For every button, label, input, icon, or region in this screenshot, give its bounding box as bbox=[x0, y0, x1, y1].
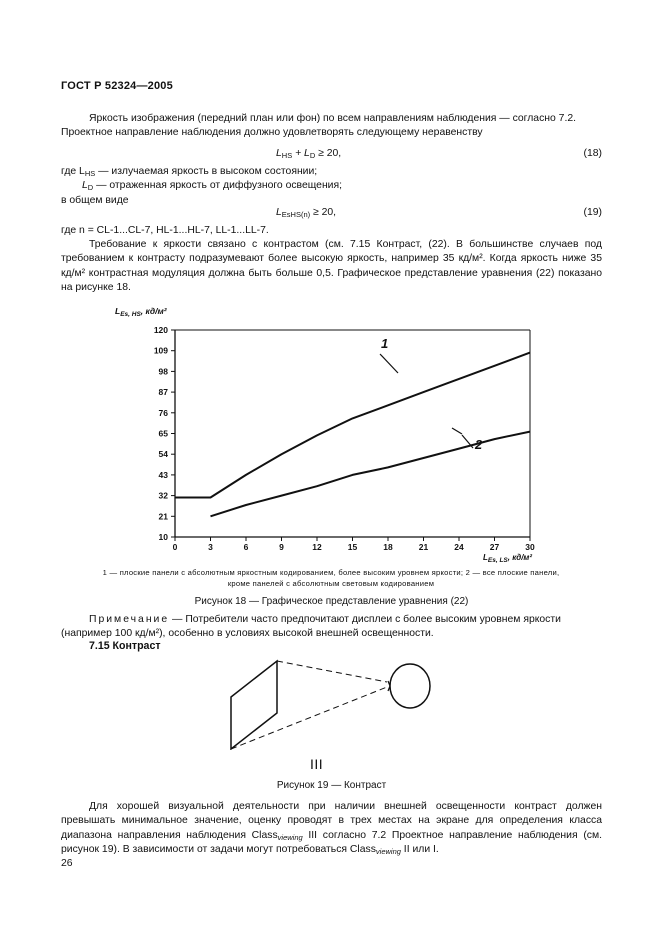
x-tick-label: 24 bbox=[454, 542, 464, 552]
note bbox=[61, 613, 602, 642]
definition-ld: $L_D$ — отраженная яркость от диффузного освещения; bbox=[82, 180, 343, 193]
y-tick-label: 32 bbox=[158, 490, 168, 501]
definition-n: где n = CL-1...CL-7, HL-1...HL-7, LL-1...LL-7. bbox=[61, 225, 269, 236]
figure-19-label: III bbox=[310, 756, 324, 772]
x-tick-label: 21 bbox=[418, 542, 429, 552]
equation-formula: $L_{HS} + L_D \ge 20$, bbox=[276, 148, 342, 160]
section-title: 7.15 Контраст bbox=[89, 640, 161, 652]
y-axis-label: $L_{Es, HS}$, кд/м² bbox=[115, 306, 167, 318]
eye-shape bbox=[390, 664, 430, 708]
paragraph-line: Яркость изображения (передний план или фон) по всем направлениям наблюдения — согласно 7.2. bbox=[89, 113, 577, 124]
note-text: — Потребители часто предпочитают дисплеи с более высоким уровнем яркости (например 100 кд/м²), особенно в условиях высокой внешней освещенности. bbox=[61, 614, 561, 640]
x-tick-label: 30 bbox=[525, 542, 535, 552]
y-tick-label: 21 bbox=[158, 511, 168, 522]
page-number: 26 bbox=[61, 858, 73, 869]
screen-shape bbox=[231, 661, 277, 749]
figure-18-caption: Рисунок 18 — Графическое представление уравнения (22) bbox=[194, 596, 469, 607]
y-tick-label: 98 bbox=[158, 366, 168, 377]
x-tick-label: 3 bbox=[208, 542, 213, 552]
series-2-leader bbox=[452, 428, 462, 434]
note-label: Примечание bbox=[89, 614, 170, 625]
document-header: ГОСТ Р 52324—2005 bbox=[61, 80, 173, 92]
sight-line-bottom bbox=[231, 687, 387, 749]
y-tick-label: 87 bbox=[158, 387, 168, 398]
paragraph-contrast-evaluation: Для хорошей визуальной деятельности при наличии внешней освещенности контраст должен превышать минимальное значение, оценку проводят в трех местах на экране для определения класса диапазона направления наблюдения Class$_{viewing}$ III согласно 7.2 Проектное направление наблюдения (см. рисунок 19). В зависимости от задачи могут потребоваться Class$_{viewing}$ II или I. bbox=[61, 801, 603, 857]
x-tick-label: 0 bbox=[172, 542, 178, 552]
y-tick-label: 76 bbox=[158, 407, 168, 418]
y-tick-label: 54 bbox=[158, 449, 168, 460]
x-tick-label: 9 bbox=[279, 542, 284, 552]
equation-19 bbox=[61, 206, 602, 221]
x-tick-label: 18 bbox=[383, 542, 393, 552]
paragraph-contrast-requirement: Требование к яркости связано с контрастом (см. 7.15 Контраст, (22). В большинстве случаев под требованием к контрасту подразумевают более высокую яркость, например 35 кд/м². Когда яркость ниже 35 кд/м² контрастная модуляция должна быть больше 0,5. Графическое представление уравнения (22) показано на рисунке 18. bbox=[61, 239, 602, 294]
paragraph-line: Проектное направление наблюдения должно удовлетворять следующему неравенству bbox=[61, 127, 483, 139]
x-axis-label: $L_{Es, LS}$, кд/м² bbox=[483, 553, 533, 564]
x-tick-label: 15 bbox=[347, 542, 358, 552]
figure-18-legend: 1 — плоские панели с абсолютным яркостным кодированием, более высоким уровнем яркости; 2 — все плоские панели, кроме панелей с абсолютным световым кодированием bbox=[102, 568, 560, 588]
series-2-label: 2 bbox=[475, 437, 483, 452]
equation-formula: $L_{EsHS(n)} \ge 20$, bbox=[276, 207, 337, 219]
figure-19-caption: Рисунок 19 — Контраст bbox=[276, 780, 387, 791]
definitions-list bbox=[61, 165, 602, 208]
y-tick-label: 120 bbox=[153, 325, 168, 335]
definition-general: в общем виде bbox=[61, 194, 129, 206]
definition-lhs: где $L_{HS}$ — излучаемая яркость в высоком состоянии; bbox=[61, 166, 318, 178]
paragraph-brightness bbox=[61, 112, 602, 141]
x-tick-label: 6 bbox=[243, 542, 249, 552]
y-tick-label: 65 bbox=[158, 428, 168, 439]
figure-19-drawing bbox=[225, 655, 435, 750]
x-tick-label: 27 bbox=[489, 542, 500, 552]
sight-line-top bbox=[277, 661, 387, 682]
series-1-leader bbox=[380, 354, 398, 373]
y-tick-label: 10 bbox=[158, 532, 168, 542]
y-tick-label: 109 bbox=[153, 345, 168, 356]
equation-number: (18) bbox=[583, 148, 602, 159]
figure-18-chart bbox=[95, 300, 565, 568]
series-1-label: 1 bbox=[381, 336, 389, 351]
y-tick-label: 43 bbox=[158, 469, 168, 480]
x-tick-label: 12 bbox=[312, 542, 322, 552]
equation-number: (19) bbox=[583, 207, 602, 218]
equation-18 bbox=[61, 147, 602, 162]
